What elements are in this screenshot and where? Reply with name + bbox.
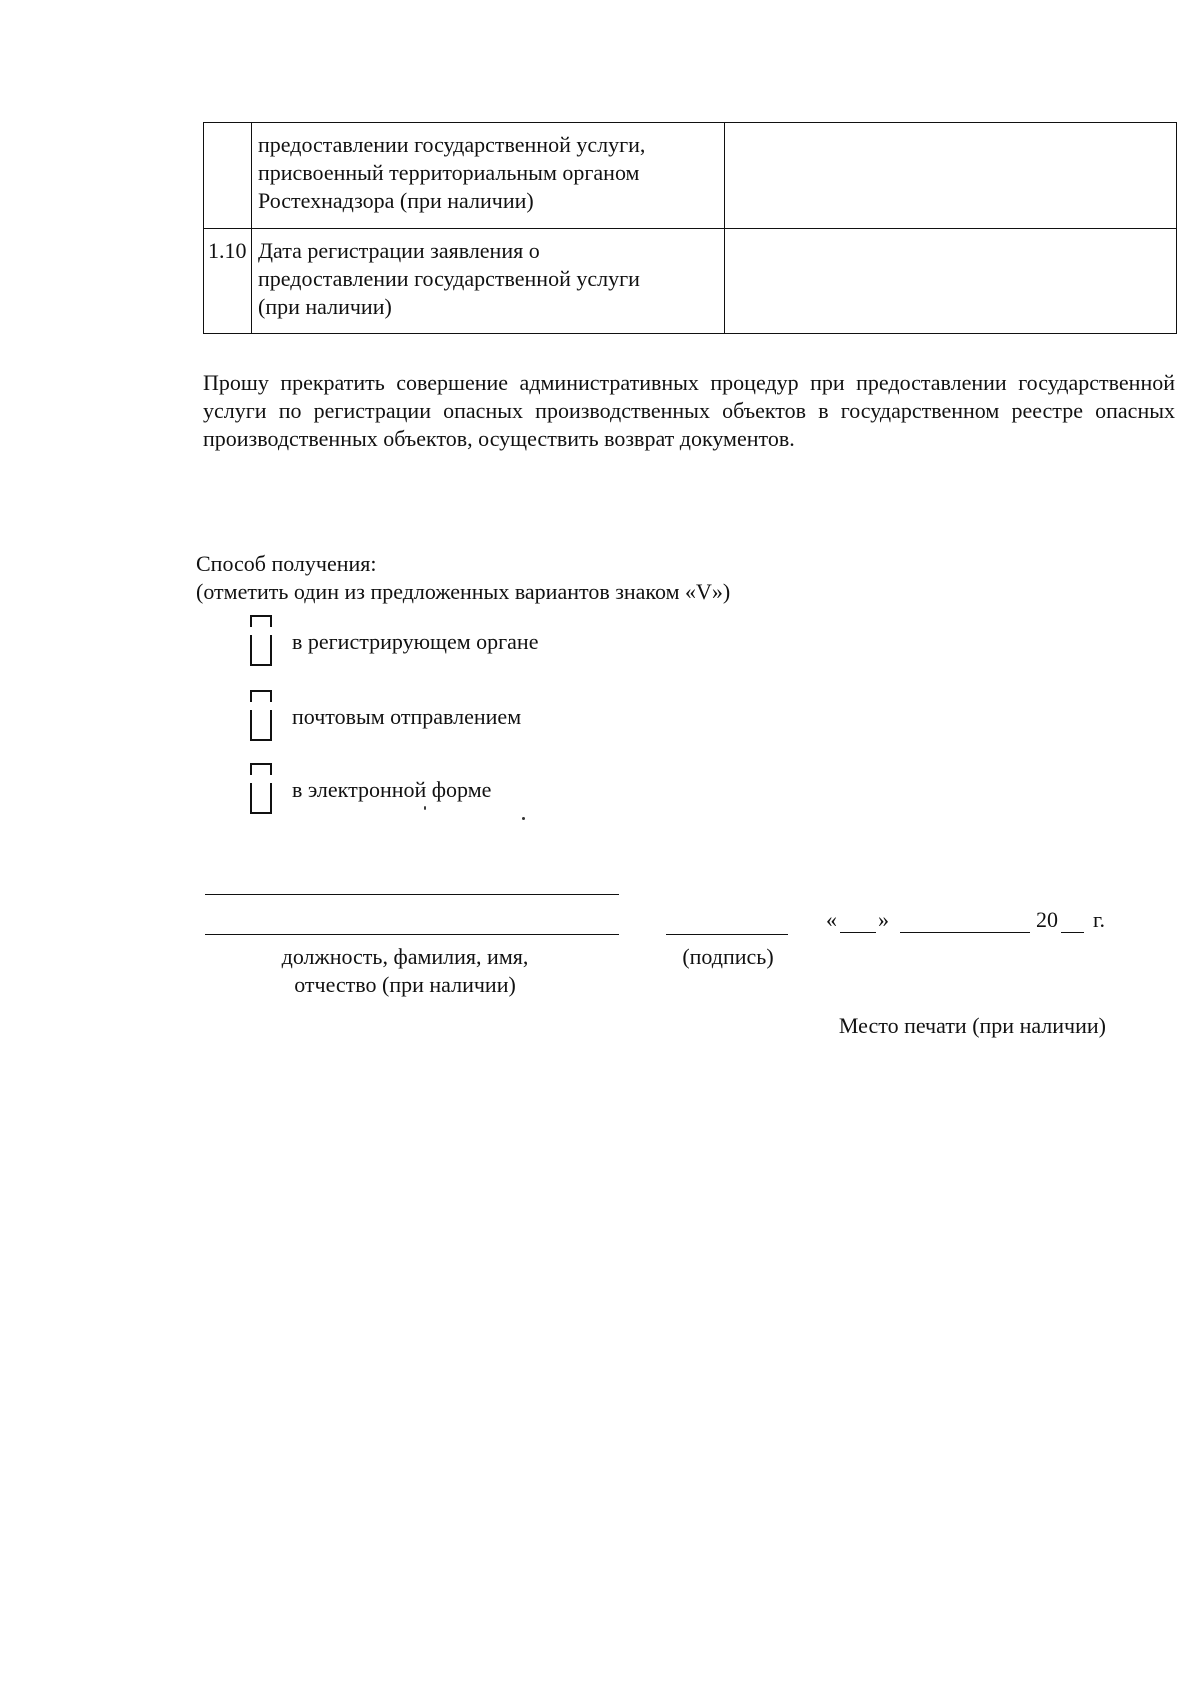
date-year-suffix: г. xyxy=(1093,907,1106,932)
row-value-field[interactable] xyxy=(725,229,1177,334)
position-caption: должность, фамилия, имя, xyxy=(281,944,529,969)
row-label xyxy=(252,229,725,334)
scan-speck xyxy=(522,817,525,820)
date-day-line[interactable] xyxy=(840,932,876,933)
date-year-prefix: 20 xyxy=(1036,907,1058,932)
checkbox-top-edge xyxy=(250,763,272,775)
receipt-option-label: в электронной форме xyxy=(292,777,492,802)
receipt-method-title: Способ получения: xyxy=(196,551,377,576)
date-close-quote: » xyxy=(878,907,889,932)
date-open-quote: « xyxy=(826,907,837,932)
position-line-2[interactable] xyxy=(205,934,619,935)
checkbox[interactable] xyxy=(250,615,272,665)
checkbox-bottom-edge xyxy=(250,710,272,741)
row-number: 1.10 xyxy=(204,229,252,334)
receipt-option-label: в регистрирующем органе xyxy=(292,629,539,654)
checkbox-top-edge xyxy=(250,690,272,702)
signature-caption: (подпись) xyxy=(682,944,774,969)
position-caption: отчество (при наличии) xyxy=(294,972,516,997)
row-label-line: Дата регистрации заявления о xyxy=(258,238,540,263)
application-table xyxy=(203,122,1177,334)
row-label-line: присвоенный территориальным органом xyxy=(258,160,640,185)
date-year-line[interactable] xyxy=(1061,932,1084,933)
scan-speck xyxy=(424,806,426,810)
row-number xyxy=(204,123,252,229)
checkbox-top-edge xyxy=(250,615,272,627)
receipt-method-hint: (отметить один из предложенных вариантов знаком «V») xyxy=(196,579,731,604)
checkbox-bottom-edge xyxy=(250,783,272,814)
seal-note: Место печати (при наличии) xyxy=(838,1013,1106,1038)
row-label-line: предоставлении государственной услуги, xyxy=(258,132,646,157)
table-row xyxy=(204,229,1177,334)
row-label xyxy=(252,123,725,229)
date-month-line[interactable] xyxy=(900,932,1030,933)
receipt-option-label: почтовым отправлением xyxy=(292,704,522,729)
row-value-field[interactable] xyxy=(725,123,1177,229)
request-paragraph: Прошу прекратить совершение административных процедур при предоставлении государственной услуги по регистрации опасных производственных объектов в государственном реестре опасных производственных объектов, осуществить возврат документов. xyxy=(203,370,1175,451)
position-line-1[interactable] xyxy=(205,894,619,895)
signature-line[interactable] xyxy=(666,934,788,935)
checkbox[interactable] xyxy=(250,690,272,740)
checkbox-bottom-edge xyxy=(250,635,272,666)
table-row xyxy=(204,123,1177,229)
row-label-line: (при наличии) xyxy=(258,294,392,319)
checkbox[interactable] xyxy=(250,763,272,813)
row-label-line: предоставлении государственной услуги xyxy=(258,266,640,291)
row-label-line: Ростехнадзора (при наличии) xyxy=(258,188,534,213)
